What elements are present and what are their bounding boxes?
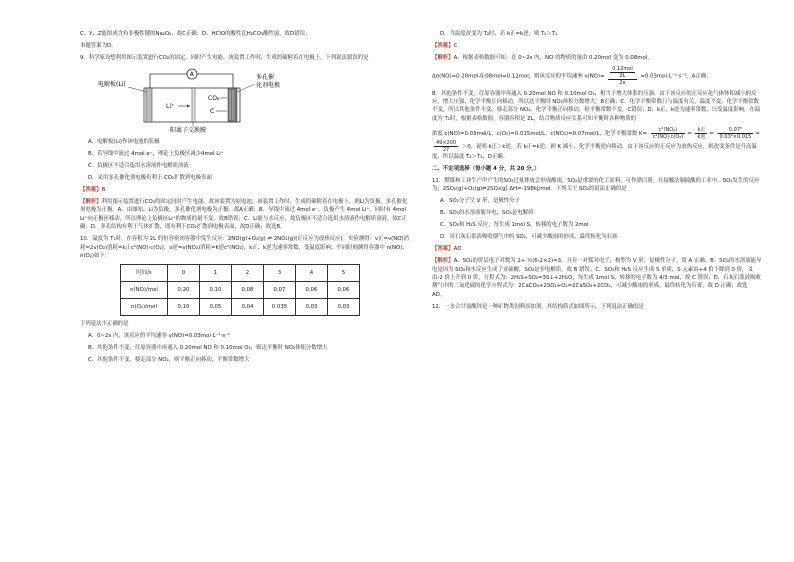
co2-label: CO₂ (208, 95, 220, 102)
table-cell: 0.08 (232, 282, 264, 299)
question-11-explanation (432, 257, 762, 299)
question-10-stem: 10．温度为 T₁时，在容积为 2L 的恒容密闭容器中发生反应：2NO(g)+O₂(g) ⇌ 2NO₂(g)(正反应为放热反应)。实验测得：v正=v(NO)消耗=2v(O₂)消耗=k正c²(NO)·c(O₂)，v逆=v(NO₂)消耗=k逆c²(NO₂)，k正、k逆为速率常数，受温度影响。不同时刻测得容器中 n(NO)、n(O₂)如下： (80, 236, 410, 260)
section-heading: 二、不定项选择（每小题 4 分，共 20 分。） (432, 165, 540, 172)
question-12-stem: 12．一水合甘氨酸锌是一种矿物类饲料添加剂，其结构简式如图所示。下列说法正确的是 (432, 303, 644, 310)
answer-label: 【答案】 (80, 187, 102, 193)
right-electrode-label-1: 多孔催 (256, 74, 275, 81)
question-11-answer (432, 245, 762, 253)
battery-diagram-svg (98, 66, 318, 134)
explanation-formula-line (432, 66, 762, 86)
table-row (121, 265, 360, 282)
question-11-option: A．SO₂分子呈 V 形，是极性分子 (440, 198, 520, 205)
fraction-numerator: 0.12mol (612, 66, 633, 72)
porous-electrode (228, 88, 237, 122)
question-10-option-c: C．其他条件不变，移走部分 NO₂，则平衡正向移动，平衡常数增大 (88, 357, 250, 364)
question-10-explanation (432, 54, 762, 62)
table-cell: 0.06 (328, 282, 360, 299)
left-electrode-label: 电解板(Li) (98, 81, 126, 88)
explanation-label: 【解析】 (432, 55, 454, 61)
text-line: C．Y、Z能组成含有非极性键的Na₂O₂，故C正确；D．HClO的酸性比H₂CO₃酸性弱，故D错误； (80, 31, 311, 37)
battery-diagram (98, 66, 318, 134)
ammeter-label: A (189, 71, 194, 78)
membrane-label: 阳离子交换膜 (170, 127, 207, 134)
explanation-label: 【解析】 (432, 258, 454, 265)
table-cell: 0.07 (264, 282, 296, 299)
membrane (192, 88, 195, 122)
data-table (120, 264, 360, 316)
answer-value: B (101, 187, 106, 193)
explanation-text: =0.03mol·L⁻¹·s⁻¹，A正确； (640, 73, 712, 80)
right-column (432, 30, 762, 315)
explanation-label: 【解析】 (80, 199, 102, 205)
question-9-answer (80, 186, 410, 194)
table-cell: n(NO)/mol (121, 282, 168, 299)
question-9-option: A．电解板(Li)作该电池的负极 (88, 139, 160, 145)
table-cell: 0 (168, 265, 200, 282)
lithium-electrode (146, 88, 152, 122)
explanation-text: 利用图示装置进行CO₂的固定同时产生电能，故该装置为原电池，该装置工作时，生成的碳附着在电极上，则Li为负极，多孔催化剂电极为正极。A．由图知，Li为负极，多孔催化剂电极为正极，故A正确；B．导线中流过 4mol e⁻，负极产生 4mol Li⁺，同时有 4mol Li⁺向正极区移动，所以理论上负极区Li⁺的物质的量不变，故B错误；C．Li能与水反应，故负极区不适合选用水溶液作电解质溶液，故C正确；D．多孔结构有利于气体扩散，即有利于CO₂扩散到电极表面，故D正确；故选B。 (80, 199, 408, 231)
question-10-ask: 下列说法不正确的是 (80, 321, 129, 328)
table-cell: 2 (232, 265, 264, 282)
rate-fraction (608, 66, 636, 86)
question-10-option-a: A．0~2s 内，该反应的平均速率 v(NO)=0.03mol·L⁻¹·s⁻¹ (88, 333, 231, 340)
question-10-option-d: D．当温度改变为 T₂时，若 k正=k逆，则 T₂＞T₁ (440, 31, 558, 37)
table-row (121, 299, 360, 316)
question-9-option: B．若导线中流过 4mol e⁻，理论上负极区减少4mol Li⁺ (88, 151, 224, 157)
table-cell: 5 (328, 265, 360, 282)
fraction-denominator: 2L (619, 73, 626, 79)
text-line: 本题答案为D。 (80, 43, 117, 49)
table-cell: 3 (264, 265, 296, 282)
answer-value: C (453, 43, 458, 49)
table-cell: n(O₂)/mol (121, 299, 168, 316)
li-ion-label: Li⁺ (166, 103, 175, 110)
table-cell: 0.035 (264, 299, 296, 316)
table-row (121, 282, 360, 299)
table-cell: 0.10 (168, 299, 200, 316)
value-fraction: $\frac{\text{0.07²}}{\text{0.03²×0.015}}$ (719, 126, 752, 140)
table-cell: 时间/s (121, 265, 168, 282)
explanation-text: B．其他条件不变，往原容器中再通入 0.20mol NO 和 0.10mol O₂，相当于增大体系的压强，由于该反应的正反应是气体体积减小的反应，增大压强，化学平衡正向移动，所以达平衡时 NO₂体积分数增大，B正确；C．化学平衡常数只与温度有关，温度不变，化学平衡常数不变，所以其他条件不变，移走部分 NO₂，化学平衡正向移动，但平衡常数不变，C错误；D．k正、k逆为速率常数，只受温度影响，在温度为 T₁时，根据表格数据，容器容积是 2L，结合物质反应关系可知平衡时各种物质的 (432, 90, 761, 122)
table-cell: 0.10 (200, 282, 232, 299)
table-cell: 1 (200, 265, 232, 282)
question-11-option: D．用石灰石浆液吸收烟气中的 SO₂，可减少酸雨的形成，最终转化为石膏 (440, 234, 618, 241)
table-cell: 0.04 (232, 299, 264, 316)
right-electrode-label-2: 化剂电极 (256, 82, 281, 89)
table-cell: 0.05 (200, 299, 232, 316)
table-cell: 4 (296, 265, 328, 282)
carbon-label: C (210, 108, 215, 115)
answer-label: 【答案】 (432, 43, 454, 49)
explanation-text: A．根据表格数据可知：在 0~2s 内，NO 的物质的量由 0.20mol 变为 0.08mol， (453, 55, 653, 61)
fraction-denominator: 2s (619, 80, 626, 86)
explanation-formula-line: 浓度 c(NO)=0.03mol/L，c(O₂)=0.015mol/L，c(NO₂)=0.07mol/L，化学平衡常数 K= $\frac{\text{c²(NO₂)}}{\text{c²(NO)·c(O₂)}}$ = $\frac{\text{k正}}{\text{k逆}}$ = $\frac{\text{0.07²}}{\text{0.03²×0.015}}$ = $\frac{49\times 200}{27}$ ＞0，说明 k正＞k逆，若 k正=k逆，则 K 减小，化学平衡逆向移动，由于该反应的正反应为放热反应，则改变条件是升高温度，所以温度 T₂＞T₁，D正确。 (432, 126, 760, 160)
k-ratio-fraction: $\frac{\text{k正}}{\text{k逆}}$ (697, 126, 706, 140)
table-cell: 0.06 (296, 282, 328, 299)
question-9-option: D．采用多孔催化剂电极有利于 CO₂扩散到电极表面 (88, 175, 212, 181)
k-fraction: $\frac{\text{c²(NO₂)}}{\text{c²(NO)·c(O₂)}}$ (652, 126, 684, 140)
left-column (80, 30, 410, 368)
explanation-text: ＞0，说明 k正＞k逆，若 k正=k逆，则 K 减小，化学平衡逆向移动，由于该反应的正反应为放热反应，则改变条件是升高温度，所以温度 T₂＞T₁，D正确。 (432, 143, 757, 160)
explanation-text: 浓度 c(NO)=0.03mol/L，c(O₂)=0.015mol/L，c(NO₂)=0.07mol/L，化学平衡常数 K= (432, 130, 647, 137)
explanation-text: A．SO₂的价层电子对数为 2+ ½(6-2×2)=3，且有一对孤对电子，构型为 V 形，是极性分子，故 A 正确；B．SO₂的水溶液能导电是因为 SO₂和水反应生成了亚硫酸，SO₂是非电解质，故 B 错误；C．SO₂和 H₂S 反应生成 S 单质，S 元素由+4 价下降到 0 价，又由-2 价上升到 0 价，方程式为：2H₂S+SO₂=3S↓+2H₂O，每生成 1mol S，转移的电子数为 4/3 mol，故 C 错误；D．石灰石浆液吸收烟气中的二氧化硫的化学方程式为：2CaCO₃+2SO₂+O₂=2CaSO₄+2CO₂，可减少酸雨的形成，最终转化为石膏，故 D 正确；故选 AD。 (432, 258, 762, 298)
question-9-stem: 9．科学家设想利用图示装置进行CO₂的固定，同时产生电能，该装置工作时，生成的碳附着在电极上。下列说法错误的是 (80, 55, 369, 61)
question-10-option-b: B．其他条件不变，往原容器中再通入 0.20mol NO 和 0.10mol O₂，则达平衡时 NO₂体积分数增大 (88, 345, 328, 352)
question-11-option: B．SO₂的水溶液能导电，SO₂是电解质 (440, 210, 534, 217)
table-cell: 0.03 (328, 299, 360, 316)
table-cell: 0.20 (168, 282, 200, 299)
explanation-text: Δn(NO)=0.20mol-0.08mol=0.12mol，则该反应的平均速率 v(NO)= (432, 73, 605, 80)
question-9-option: C．负极区不适合选用水溶液作电解质溶液 (88, 163, 189, 169)
result-fraction: $\frac{49\times 200}{27}$ (436, 139, 457, 153)
question-9-explanation (80, 198, 410, 232)
question-11-option: C．SO₂和 H₂S 反应，每生成 1mol S，转移的电子数为 2mol (440, 222, 589, 229)
question-11-stem: 11．燃煤和工业生产中产生的SO₂过量排放会形成酸雨，SO₂是重要的化工原料，可作漂白剂。在接触法制硫酸的工业中，SO₂发生的反应为：2SO₂(g)+O₂(g)⇌2SO₃(g) ΔH=-198kJ/mol。下列关于 SO₂的说法正确的是 (432, 177, 760, 193)
answer-label: 【答案】 (432, 246, 454, 253)
answer-value: AD (453, 246, 462, 253)
question-10-answer (432, 42, 762, 50)
table-cell: 0.03 (296, 299, 328, 316)
